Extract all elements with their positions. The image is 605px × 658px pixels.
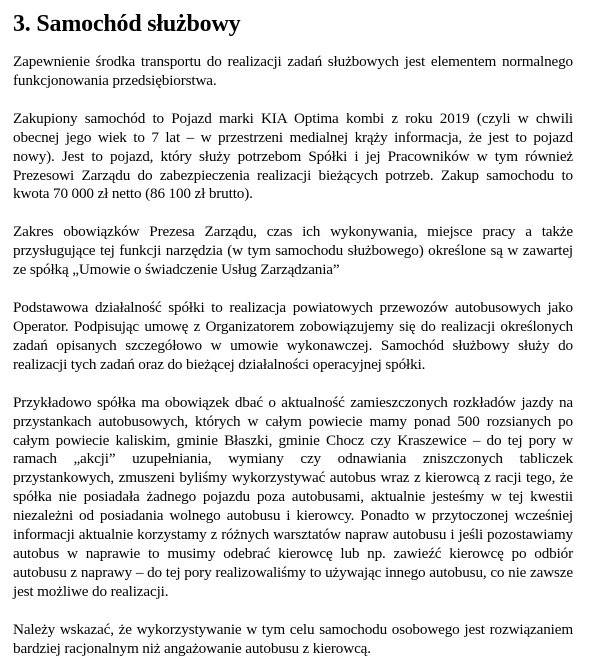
paragraph-intro: Zapewnienie środka transportu do realizacji zadań służbowych jest elementem normalnego funkcjonowania przedsiębiorstwa. — [13, 53, 573, 89]
paragraph-core-activity: Podstawowa działalność spółki to realizacja powiatowych przewozów autobusowych jako Operator. Podpisując umowę z Organizatorem zobowiązujemy się do realizacji określonych zadań opisanych szczegółowo w umowie wykonawczej. Samochód służbowy służy do realizacji tych zadań oraz do bieżącej działalności operacyjnej spółki. — [13, 299, 573, 373]
paragraph-example-use: Przykładowo spółka ma obowiązek dbać o aktualność zamieszczonych rozkładów jazdy na przystankach autobusowych, których w całym powiecie mamy ponad 500 rozsianych po całym powiecie kaliskim, gminie Błaszki, gminie Chocz czy Kraszewice – do tej pory w ramach „akcji” uzupełniania, wymiany czy odnawiania zniszczonych tabliczek przystankowych, zmuszeni byliśmy wykorzystywać autobus wraz z kierowcą z racji tego, że spółka nie posiadała żadnego pojazdu poza autobusami, aktualnie jesteśmy w tej kwestii niezależni od posiadania wolnego autobusu i kierowcy. Ponadto w przytoczonej wcześniej informacji aktualnie korzystamy z różnych warsztatów napraw autobusu i jeśli pozostawiamy autobus w naprawie to musimy odebrać kierowcę lub np. zawieźć kierowcę po odbiór autobusu z naprawy – do tej pory realizowaliśmy to używając innego autobusu, co nie zawsze jest możliwe do realizacji. — [13, 393, 573, 600]
paragraph-vehicle-purchase: Zakupiony samochód to Pojazd marki KIA Optima kombi z roku 2019 (czyli w chwili obecnej jego wiek to 7 lat – w przestrzeni medialnej krąży informacja, że jest to pojazd nowy). Jest to pojazd, który służy potrzebom Spółki i jej Pracowników w tym również Prezesowi Zarządu do zabezpieczenia realizacji bieżących potrzeb. Zakup samochodu to kwota 70 000 zł netto (86 100 zł brutto). — [13, 109, 573, 203]
paragraph-management-duties: Zakres obowiązków Prezesa Zarządu, czas ich wykonywania, miejsce pracy a także przysługujące tej funkcji narzędzia (w tym samochodu służbowego) określone są w zawartej ze spółką „Umowie o świadczenie Usług Zarządzania” — [13, 223, 573, 279]
section-heading: 3. Samochód służbowy — [13, 11, 241, 37]
paragraph-conclusion: Należy wskazać, że wykorzystywanie w tym celu samochodu osobowego jest rozwiązaniem bardziej racjonalnym niż angażowanie autobusu z kierowcą. — [13, 620, 573, 657]
